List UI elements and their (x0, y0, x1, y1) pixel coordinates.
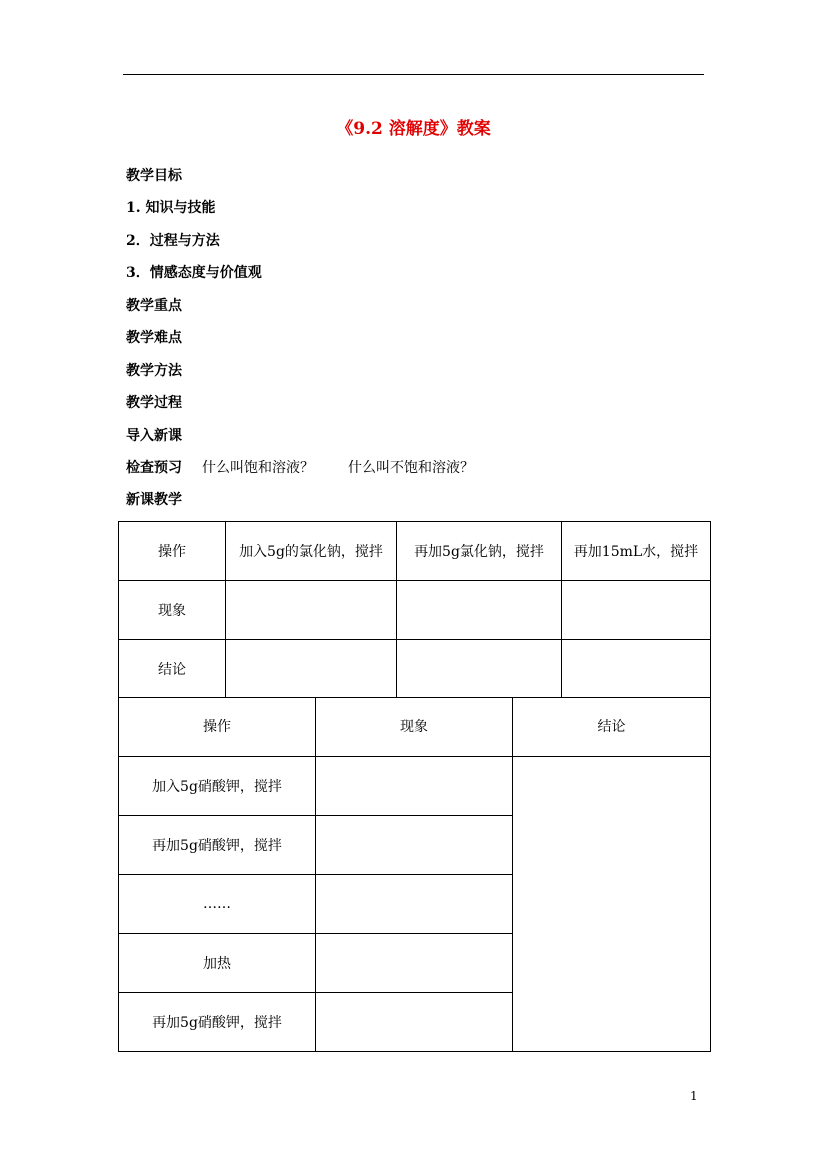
empty-cell (562, 640, 711, 698)
page-number: 1 (690, 1089, 698, 1103)
empty-cell (316, 874, 513, 933)
preview-question-saturated: 什么叫饱和溶液？ (202, 460, 314, 476)
empty-cell (226, 640, 397, 698)
table-row (119, 522, 711, 581)
empty-cell (316, 933, 513, 992)
empty-cell (397, 640, 562, 698)
empty-cell (316, 756, 513, 815)
operation-cell: 再加5g硝酸钾，搅拌 (119, 815, 316, 874)
row-label-operation: 操作 (119, 522, 226, 581)
sodium-chloride-table (118, 521, 711, 698)
empty-cell (562, 581, 711, 640)
heading-new-lesson: 新课教学 (126, 492, 182, 508)
goal-knowledge-skills: 1. 知识与技能 (126, 200, 216, 216)
goal-attitude-values: 3．情感态度与价值观 (126, 265, 262, 281)
empty-cell (397, 581, 562, 640)
table-row (119, 581, 711, 640)
operation-cell: …… (119, 874, 316, 933)
preview-label: 检查预习 (126, 460, 182, 476)
goal-process-methods: 2．过程与方法 (126, 233, 220, 249)
conclusion-merged-cell (513, 756, 711, 1051)
table-header-row (119, 697, 711, 756)
operation-cell: 再加5g硝酸钾，搅拌 (119, 992, 316, 1051)
heading-teaching-goals: 教学目标 (126, 168, 182, 184)
table-row (119, 640, 711, 698)
header-operation: 操作 (119, 697, 316, 756)
heading-methods: 教学方法 (126, 363, 182, 379)
operation-cell: 加入5g的氯化钠，搅拌 (226, 522, 397, 581)
operation-cell: 再加15mL水，搅拌 (562, 522, 711, 581)
document-title: 《9.2 溶解度》教案 (336, 119, 491, 139)
heading-process: 教学过程 (126, 395, 182, 411)
operation-cell: 再加5g氯化钠，搅拌 (397, 522, 562, 581)
heading-difficulties: 教学难点 (126, 330, 182, 346)
empty-cell (226, 581, 397, 640)
header-phenomenon: 现象 (316, 697, 513, 756)
operation-cell: 加热 (119, 933, 316, 992)
empty-cell (316, 992, 513, 1051)
preview-question-unsaturated: 什么叫不饱和溶液？ (348, 460, 474, 476)
header-conclusion: 结论 (513, 697, 711, 756)
potassium-nitrate-table (118, 697, 711, 1052)
empty-cell (316, 815, 513, 874)
heading-intro: 导入新课 (126, 428, 182, 444)
table-row (119, 756, 711, 815)
operation-cell: 加入5g硝酸钾，搅拌 (119, 756, 316, 815)
preview-line (126, 457, 474, 477)
row-label-conclusion: 结论 (119, 640, 226, 698)
header-rule (123, 74, 704, 75)
heading-key-points: 教学重点 (126, 298, 182, 314)
row-label-phenomenon: 现象 (119, 581, 226, 640)
